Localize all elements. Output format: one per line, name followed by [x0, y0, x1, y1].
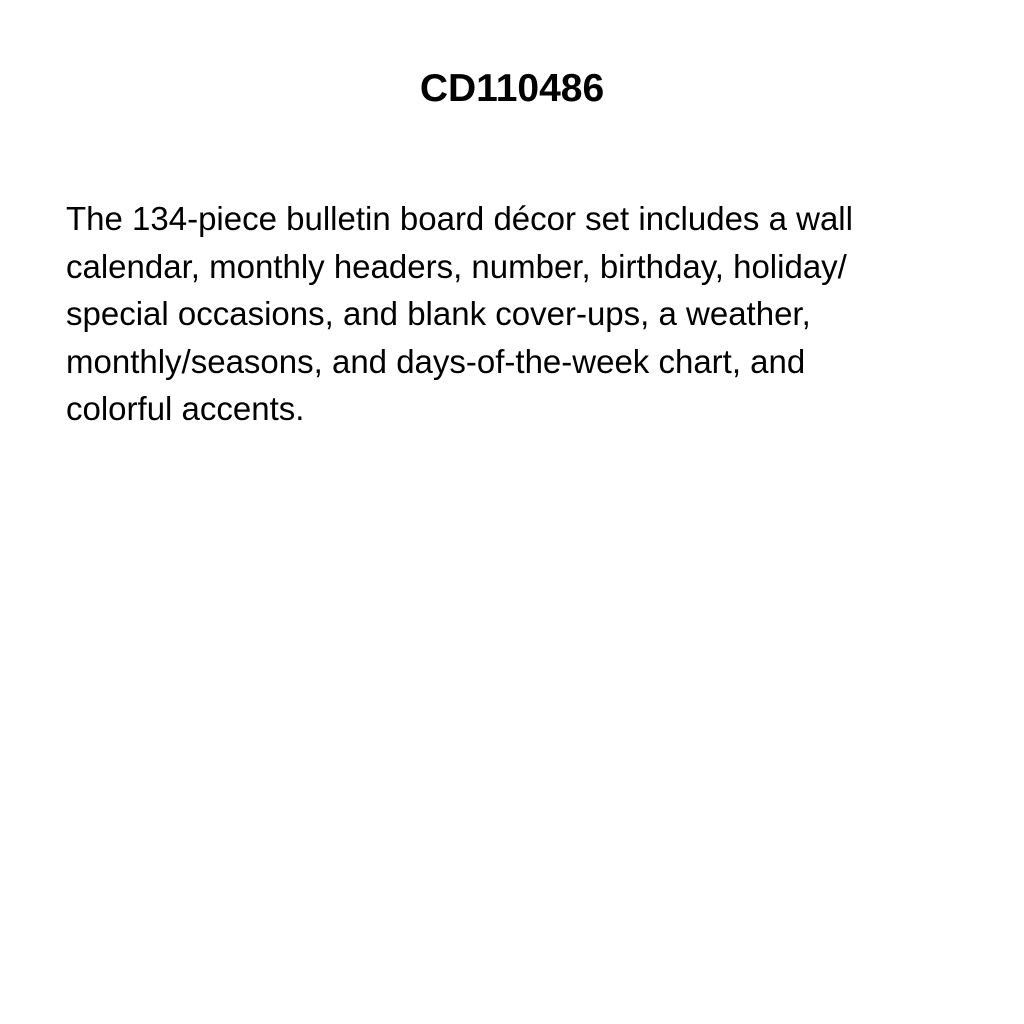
- description-line-3: special occasions, and blank cover-ups, a weather,: [66, 295, 811, 332]
- description-line-2: calendar, monthly headers, number, birthday, holiday/: [66, 247, 847, 285]
- description-line-5: colorful accents.: [66, 390, 305, 427]
- description-line-4: monthly/seasons, and days-of-the-week chart, and: [66, 342, 806, 380]
- product-code-title: CD110486: [419, 67, 605, 110]
- product-description: [66, 195, 966, 433]
- description-line-1: The 134-piece bulletin board décor set includes a wall: [66, 200, 853, 237]
